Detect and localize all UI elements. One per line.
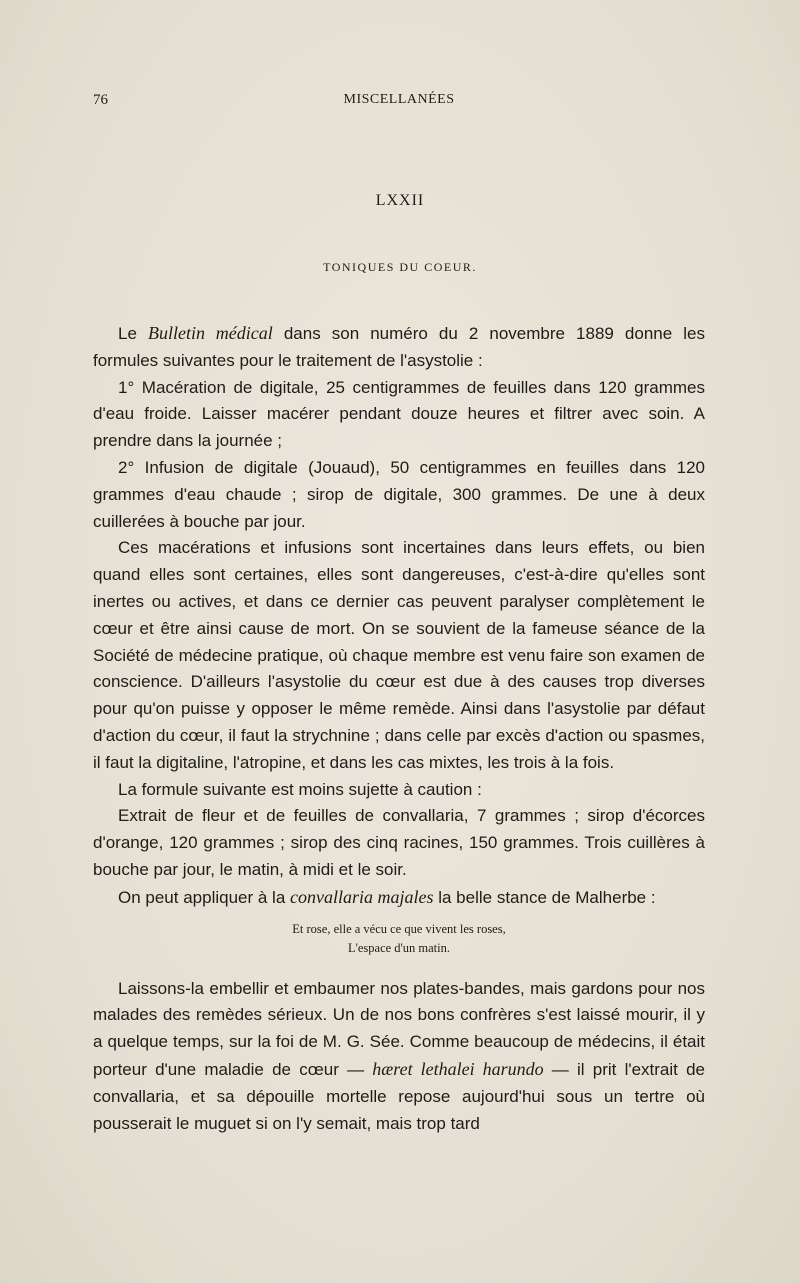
italic-latin: hæret lethalei harundo [372, 1058, 544, 1079]
running-head [93, 92, 705, 114]
paragraph: 1° Macération de digitale, 25 centigrammes de feuilles dans 120 grammes d'eau froide. Laisser macérer pendant douze heures et filtrer avec soin. A prendre dans la journée ; [93, 377, 705, 451]
text-run: — il prit l'extrait de convallaria, et sa dépouille mortelle repose aujourd'hui sous un tertre où pousserait le muguet si on l'y semait, mais trop tard [93, 1059, 706, 1133]
chapter-title: TONIQUES DU COEUR. [323, 260, 477, 274]
italic-title: Bulletin médical [147, 323, 273, 343]
paragraph [93, 884, 705, 912]
verse-line: Et rose, elle a vécu ce que vivent les roses, [292, 921, 506, 936]
chapter-number: LXXII [375, 192, 425, 209]
italic-term: convallaria majales [290, 886, 434, 907]
paragraph: Ces macérations et infusions sont incertaines dans leurs effets, ou bien quand elles sont certaines, elles sont dangereuses, c'est-à-dire qu'elles sont inertes ou actives, et dans ce dernier cas peuvent paralyser complètement le cœur et être ainsi cause de mort. On se souvient de la fameuse séance de la Société de médecine pratique, où chaque membre est venu faire son examen de conscience. D'ailleurs l'asystolie du cœur est due à des causes trop diverses pour qu'on puisse y opposer le même remède. Ainsi dans l'asystolie par défaut d'action du cœur, il faut la strychnine ; dans celle par excès d'action ou spasmes, il faut la digitaline, l'atropine, et dans les cas mixtes, les trois à la fois. [93, 538, 705, 772]
paragraph [93, 320, 705, 375]
text-run: On peut appliquer à la [118, 887, 291, 907]
paragraph: 2° Infusion de digitale (Jouaud), 50 centigrammes en feuilles dans 120 grammes d'eau chaude ; sirop de digitale, 300 grammes. De une à deux cuillerées à bouche par jour. [93, 457, 705, 531]
text-run: la belle stance de Malherbe : [433, 887, 656, 907]
text-run: Le [118, 324, 148, 343]
paragraph: Extrait de fleur et de feuilles de convallaria, 7 grammes ; sirop d'écorces d'orange, 120 grammes ; sirop des cinq racines, 150 grammes. Trois cuillères à bouche par jour, le matin, à midi et le soir. [93, 806, 705, 879]
text-run: dans son numéro du 2 novembre 1889 donne les formules suivantes pour le traitement de l'asystolie : [93, 324, 705, 370]
verse-quote [93, 920, 705, 958]
text-run: Laissons-la embellir et embaumer nos plates-bandes, mais gardons pour nos malades des remèdes sérieux. Un de nos bons confrères s'est laissé mourir, il y a quelque temps, sur la foi de M. G. Sée. Comme beaucoup de médecins, il était porteur d'une maladie de cœur — [93, 978, 705, 1079]
paragraph: La formule suivante est moins sujette à caution : [118, 779, 482, 799]
paragraph [93, 976, 705, 1138]
page-number: 76 [93, 92, 108, 108]
running-title: MISCELLANÉES [343, 92, 455, 107]
verse-line: L'espace d'un matin. [347, 940, 451, 955]
body-text [93, 320, 705, 1137]
